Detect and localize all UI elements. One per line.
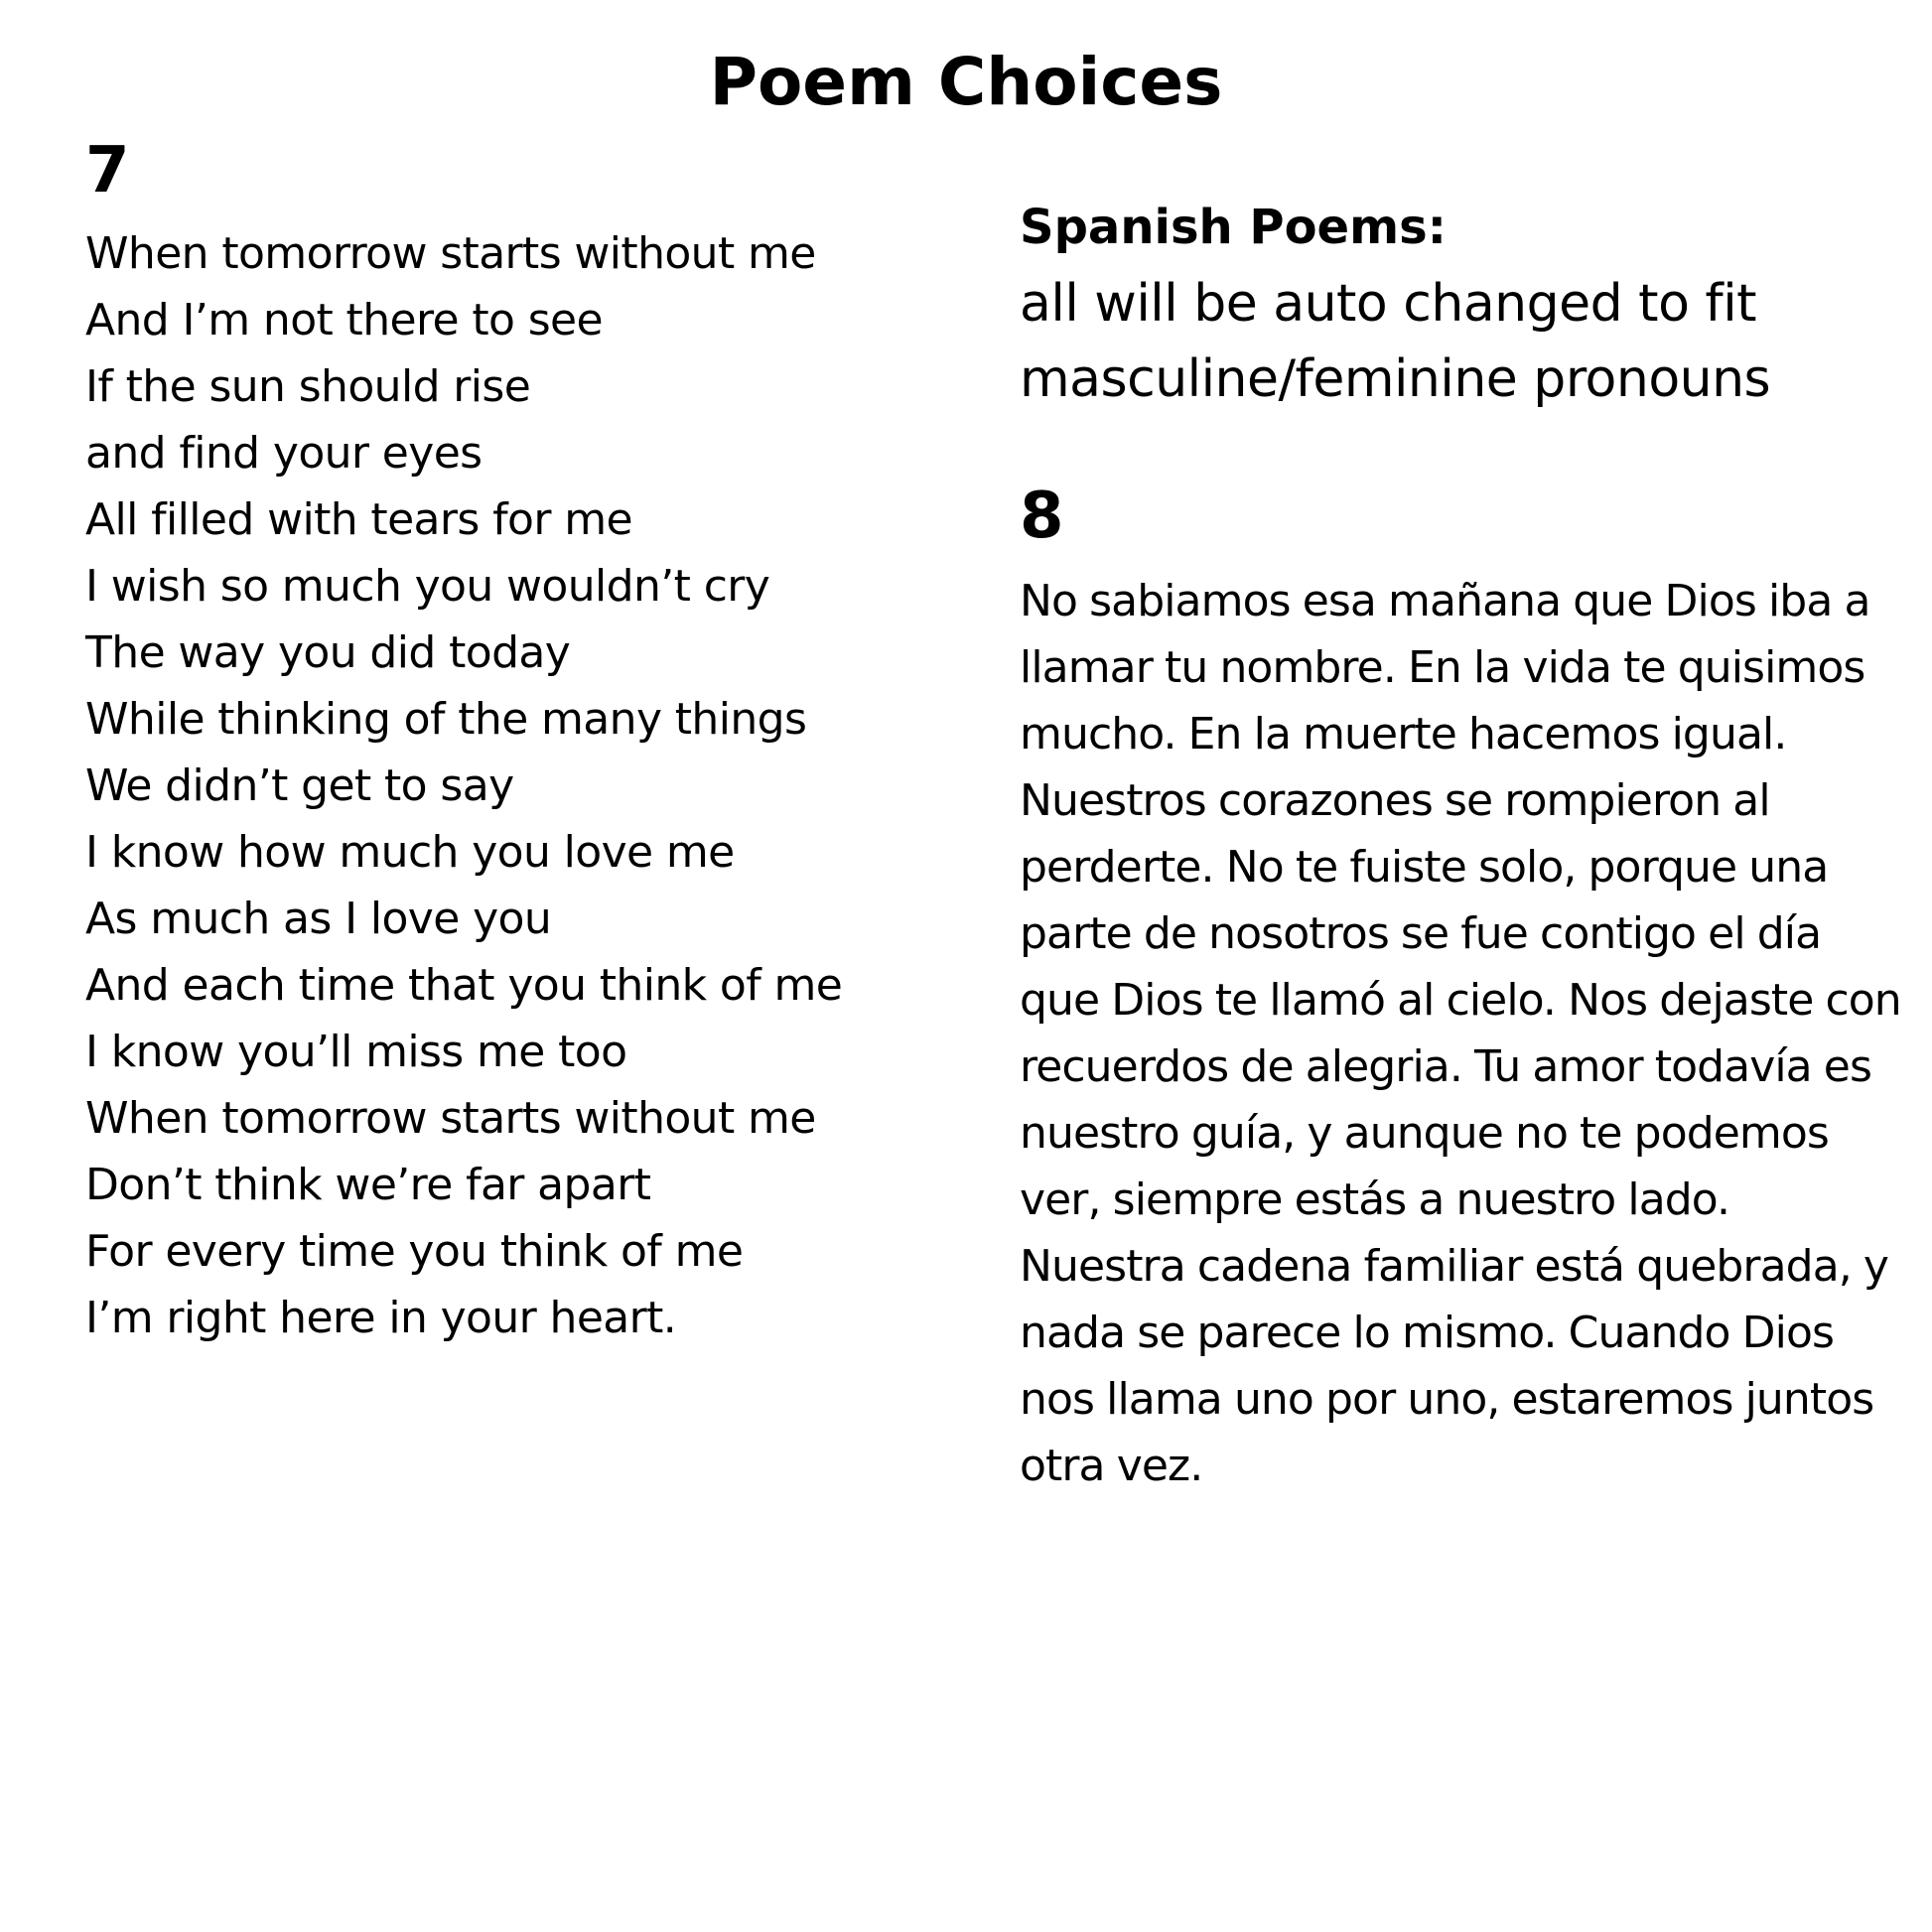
spanish-poems-heading: Spanish Poems: bbox=[1020, 200, 1447, 255]
poem-7-line: When tomorrow starts without me bbox=[85, 1093, 816, 1144]
poem-7-line: and find your eyes bbox=[85, 428, 483, 479]
spanish-poems-note: all will be auto changed to fit masculine/feminine pronouns bbox=[1020, 274, 1771, 409]
poem-7-line: I’m right here in your heart. bbox=[85, 1293, 677, 1343]
poem-7-line: All filled with tears for me bbox=[85, 494, 632, 545]
page-title: Poem Choices bbox=[709, 44, 1223, 120]
poem-7-line: I wish so much you wouldn’t cry bbox=[85, 561, 770, 612]
poem-7-line: When tomorrow starts without me bbox=[85, 228, 816, 279]
poem-7-line: I know you’ll miss me too bbox=[85, 1027, 627, 1077]
poem-7-line: If the sun should rise bbox=[85, 361, 531, 412]
poem-7-line: We didn’t get to say bbox=[85, 760, 514, 811]
poem-7-line: And each time that you think of me bbox=[85, 960, 843, 1011]
poem-8-text: No sabiamos esa mañana que Dios iba a llamar tu nombre. En la vida te quisimos mucho. En la muerte hacemos igual. Nuestros corazones se rompieron al perderte. No te fuiste solo, porque una parte de nosotros se fue contigo el día que Dios te llamó al cielo. Nos dejaste con recuerdos de alegria. Tu amor todavía es nuestro guía, y aunque no te podemos ver, siempre estás a nuestro lado. Nuestra cadena familiar está quebrada, y nada se parece lo mismo. Cuando Dios nos llama uno por uno, estaremos juntos otra vez. bbox=[1020, 576, 1901, 1491]
poem-7-line: I know how much you love me bbox=[85, 827, 735, 878]
poem-7-line: And I’m not there to see bbox=[85, 295, 603, 345]
poem-7-number: 7 bbox=[85, 134, 130, 207]
poem-7-lines bbox=[85, 220, 842, 1351]
poem-7-line: Don’t think we’re far apart bbox=[85, 1160, 651, 1210]
poem-8-number: 8 bbox=[1020, 480, 1064, 553]
poem-7-line: For every time you think of me bbox=[85, 1226, 744, 1277]
poem-7-line: While thinking of the many things bbox=[85, 694, 807, 745]
poem-7-line: As much as I love you bbox=[85, 894, 552, 944]
poem-7-line: The way you did today bbox=[85, 627, 571, 678]
